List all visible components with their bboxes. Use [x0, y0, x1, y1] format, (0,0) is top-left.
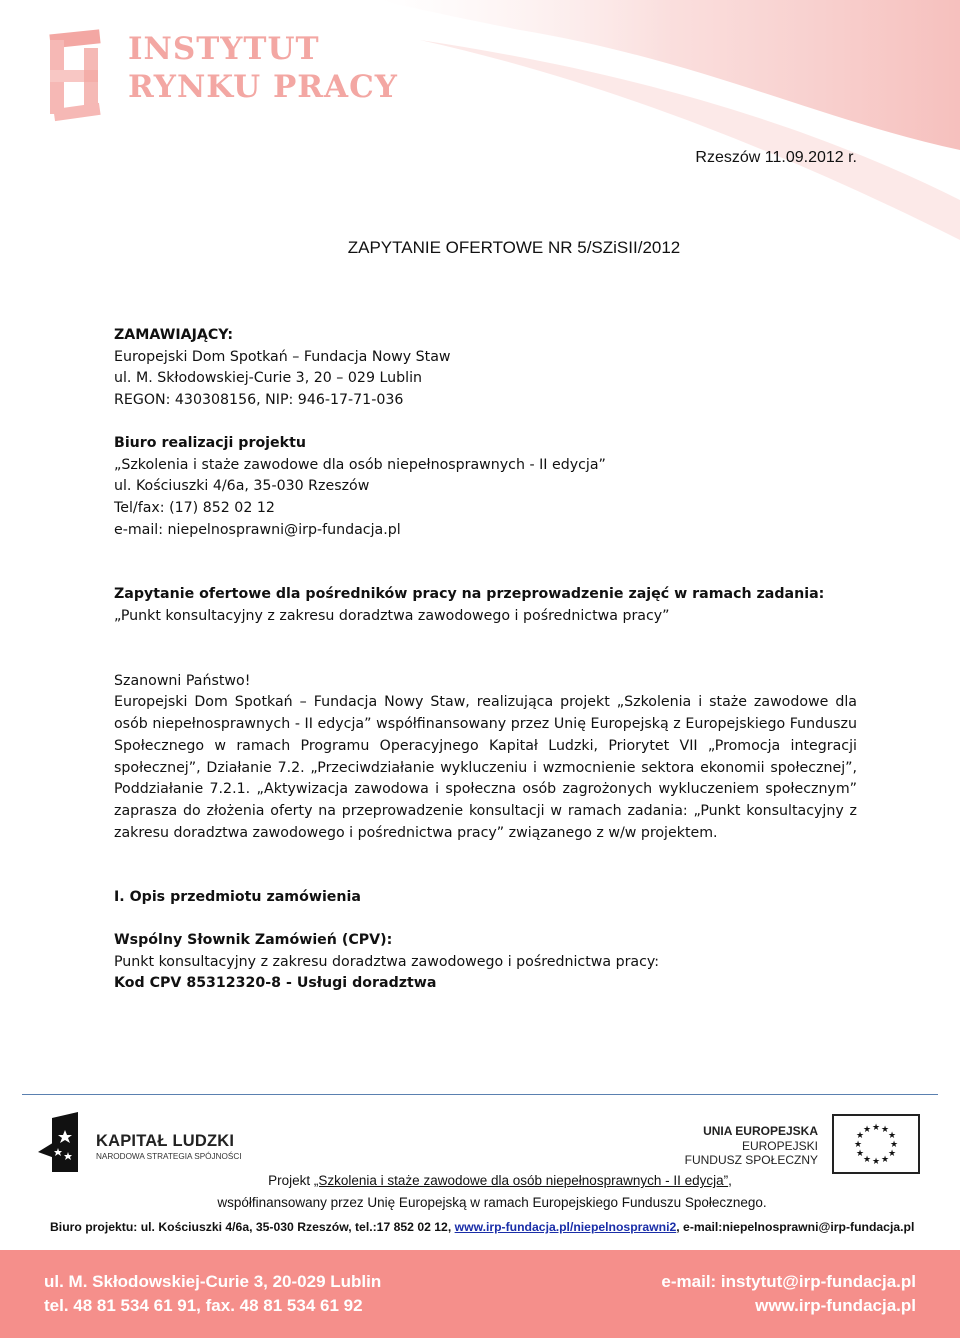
- footer-divider: [22, 1094, 938, 1095]
- bureau-link[interactable]: www.irp-fundacja.pl/niepelnosprawni2: [454, 1220, 677, 1234]
- band-phone: tel. 48 81 534 61 91, fax. 48 81 534 61 92: [44, 1296, 363, 1315]
- svg-text:★: ★: [862, 1125, 872, 1135]
- cpv-description: Punkt konsultacyjny z zakresu doradztwa zawodowego i pośrednictwa pracy:: [114, 953, 660, 970]
- logo-mark-icon: [44, 26, 124, 122]
- document-body: [114, 325, 857, 995]
- bureau-line: [50, 1220, 914, 1234]
- kapital-ludzki-icon: [38, 1112, 88, 1174]
- inquiry-heading: Zapytanie ofertowe dla pośredników pracy na przeprowadzenie zajęć w ramach zadania:: [114, 586, 825, 603]
- eu-flag-icon: [832, 1114, 920, 1174]
- svg-text:★: ★: [855, 1131, 865, 1141]
- inquiry-subheading: „Punkt konsultacyjny z zakresu doradztwa zawodowego i pośrednictwa pracy”: [114, 608, 670, 625]
- office-line: „Szkolenia i staże zawodowe dla osób niepełnosprawnych - II edycja”: [114, 456, 606, 473]
- letter-greeting: Szanowni Państwo!: [114, 672, 251, 689]
- svg-text:★: ★: [887, 1131, 897, 1141]
- office-heading: Biuro realizacji projektu: [114, 434, 306, 451]
- band-address: ul. M. Skłodowskiej-Curie 3, 20-029 Lublin: [44, 1272, 382, 1291]
- project-prefix: Projekt: [268, 1173, 314, 1188]
- svg-text:★: ★: [871, 1123, 881, 1133]
- logo-line-1: INSTYTUT: [128, 31, 320, 67]
- section-heading: I. Opis przedmiotu zamówienia: [114, 889, 361, 906]
- eu-stars-icon: [834, 1116, 918, 1172]
- contact-band: [0, 1250, 960, 1338]
- band-website: www.irp-fundacja.pl: [755, 1296, 916, 1315]
- eu-text: [685, 1124, 818, 1168]
- office-line: Tel/fax: (17) 852 02 12: [114, 499, 275, 516]
- svg-text:★: ★: [887, 1149, 897, 1159]
- svg-text:★: ★: [862, 1155, 872, 1165]
- svg-text:★: ★: [889, 1140, 899, 1150]
- letter-body: Europejski Dom Spotkań – Fundacja Nowy Staw, realizująca projekt „Szkolenia i staże zawodowe dla osób niepełnosprawnych - II edycja” współfinansowany przez Unię Europejską z Europejskiego Funduszu Społecznego w ramach Programu Operacyjnego Kapitał Ludzki, Priorytet VII „Promocja integracji społecznej”, Działanie 7.2. „Przeciwdziałanie wykluczeniu i wzmocnienie sektora ekonomii społecznej”, Poddziałanie 7.2.1. „Aktywizacja zawodowa i społeczna osób zagrożonych wykluczeniem społecznym” zaprasza do złożenia oferty na przeprowadzenie konsultacji w ramach zadania: „Punkt konsultacyjny z zakresu doradztwa zawodowego i pośrednictwa pracy” związanego z w/w projektem.: [114, 694, 857, 841]
- svg-text:★: ★: [855, 1149, 865, 1159]
- project-suffix: ,: [728, 1173, 732, 1188]
- bureau-email: , e-mail:niepelnosprawni@irp-fundacja.pl: [676, 1220, 915, 1234]
- eu-line-3: FUNDUSZ SPOŁECZNY: [684, 1153, 818, 1167]
- band-email: e-mail: instytut@irp-fundacja.pl: [661, 1272, 916, 1291]
- cpv-code: Kod CPV 85312320-8 - Usługi doradztwa: [114, 975, 437, 992]
- bureau-address: Biuro projektu: ul. Kościuszki 4/6a, 35-030 Rzeszów, tel.:17 852 02 12,: [50, 1220, 455, 1234]
- cpv-heading: Wspólny Słownik Zamówień (CPV):: [114, 932, 393, 949]
- eu-line-2: EUROPEJSKI: [741, 1138, 818, 1153]
- office-email: e-mail: niepelnosprawni@irp-fundacja.pl: [114, 521, 401, 538]
- band-left: [44, 1270, 381, 1318]
- kapital-ludzki-subtitle: NARODOWA STRATEGIA SPÓJNOŚCI: [96, 1152, 242, 1161]
- document-date: Rzeszów 11.09.2012 r.: [695, 149, 857, 166]
- svg-text:★: ★: [880, 1155, 890, 1165]
- svg-text:★: ★: [871, 1157, 881, 1167]
- svg-text:★: ★: [880, 1125, 890, 1135]
- orderer-line: Europejski Dom Spotkań – Fundacja Nowy Staw: [114, 348, 451, 365]
- eu-line-1: UNIA EUROPEJSKA: [703, 1124, 818, 1138]
- institute-logo: [44, 26, 398, 126]
- band-right: [661, 1270, 916, 1318]
- orderer-line: ul. M. Skłodowskiej-Curie 3, 20 – 029 Lublin: [114, 370, 423, 387]
- eu-logo: [684, 1114, 922, 1176]
- cofinance-line: współfinansowany przez Unię Europejską w ramach Europejskiego Funduszu Społecznego.: [217, 1195, 767, 1210]
- kapital-ludzki-logo: [38, 1112, 248, 1174]
- project-name: „Szkolenia i staże zawodowe dla osób niepełnosprawnych - II edycja”: [313, 1173, 729, 1188]
- svg-text:★: ★: [853, 1140, 863, 1150]
- office-line: ul. Kościuszki 4/6a, 35-030 Rzeszów: [114, 478, 370, 495]
- document-title: ZAPYTANIE OFERTOWE NR 5/SZiSII/2012: [347, 238, 681, 257]
- kapital-ludzki-title: KAPITAŁ LUDZKI: [96, 1132, 235, 1150]
- logo-text: [128, 30, 398, 106]
- orderer-heading: ZAMAWIAJĄCY:: [114, 327, 234, 343]
- logo-line-2: RYNKU PRACY: [128, 69, 398, 105]
- orderer-line: REGON: 430308156, NIP: 946-17-71-036: [114, 392, 404, 409]
- project-line: [0, 1173, 960, 1188]
